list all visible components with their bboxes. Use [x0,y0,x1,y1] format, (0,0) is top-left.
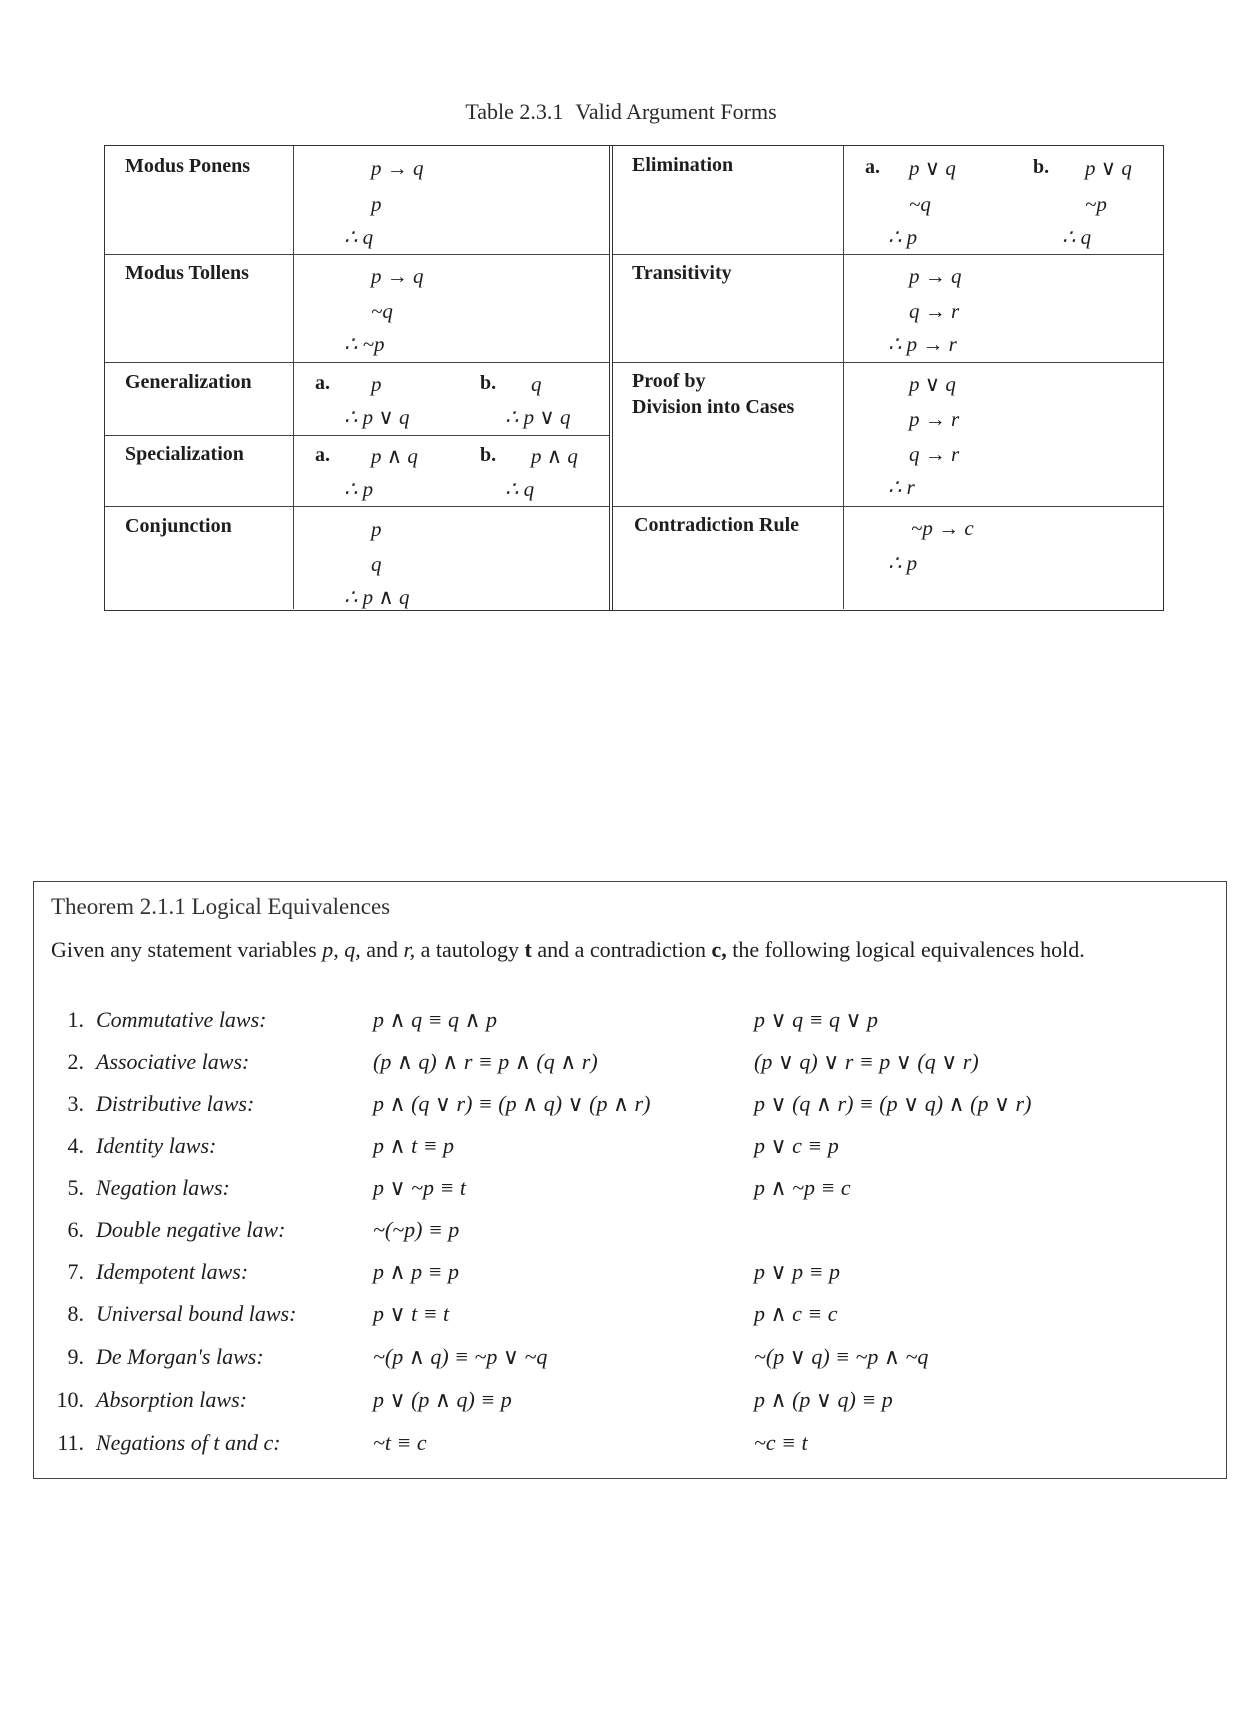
law-row: 4. Identity laws: p ∧ t ≡ p p ∨ c ≡ p [67,1133,839,1158]
law-row: 3. Distributive laws: p ∧ (q ∨ r) ≡ (p ∧ q) ∨ (p ∧ r) p ∨ (q ∧ r) ≡ (p ∨ q) ∧ (p ∨ r) [67,1091,1032,1116]
valid-argument-forms-table: Modus Ponens p → q p ∴ q Modus Tollens p → q ~q ∴ ~p Generalization a. p ∴ p ∨ q b. q ∴ p ∨ q Specialization a. p ∧ q ∴ p b. p ∧ q ∴ q Conjunction p q ∴ p ∧ q Elimination a. p ∨ q ~q ∴ p b. p ∨ q ~p ∴ q Transitivity p → q q → r ∴ p → r Proof by Division into Cases p ∨ q p → r q → r ∴ r Contradiction Rule ~p → c ∴ p [104,145,1164,611]
law-row: 7. Idempotent laws: p ∧ p ≡ p p ∨ p ≡ p [67,1259,840,1284]
column-divider [609,146,613,610]
law-row: 8. Universal bound laws: p ∨ t ≡ t p ∧ c ≡ c [67,1301,838,1326]
right-name-separator [843,146,844,609]
law-row: 2. Associative laws: (p ∧ q) ∧ r ≡ p ∧ (q ∧ r) (p ∨ q) ∨ r ≡ p ∨ (q ∨ r) [67,1049,979,1074]
theorem-box [33,881,1227,1479]
table-title-text: Valid Argument Forms [575,99,777,124]
law-row: 9. De Morgan's laws: ~(p ∧ q) ≡ ~p ∨ ~q ~(p ∨ q) ≡ ~p ∧ ~q [67,1344,929,1369]
law-row: 11. Negations of t and c: ~t ≡ c ~c ≡ t [57,1430,808,1455]
theorem-intro: Given any statement variables p, q, and r, a tautology t and a contradiction c, the following logical equivalences hold. [51,937,1085,962]
table-title [0,99,1242,125]
theorem-title: Theorem 2.1.1 Logical Equivalences [51,894,391,919]
law-row: 10. Absorption laws: p ∨ (p ∧ q) ≡ p p ∧ (p ∨ q) ≡ p [56,1387,893,1412]
law-row: 6. Double negative law: ~(~p) ≡ p [67,1217,460,1242]
law-row: 5. Negation laws: p ∨ ~p ≡ t p ∧ ~p ≡ c [67,1175,851,1200]
table-number: Table 2.3.1 [465,99,564,124]
law-row: 1. Commutative laws: p ∧ q ≡ q ∧ p p ∨ q ≡ q ∨ p [67,1007,879,1032]
left-name-separator [293,146,294,609]
